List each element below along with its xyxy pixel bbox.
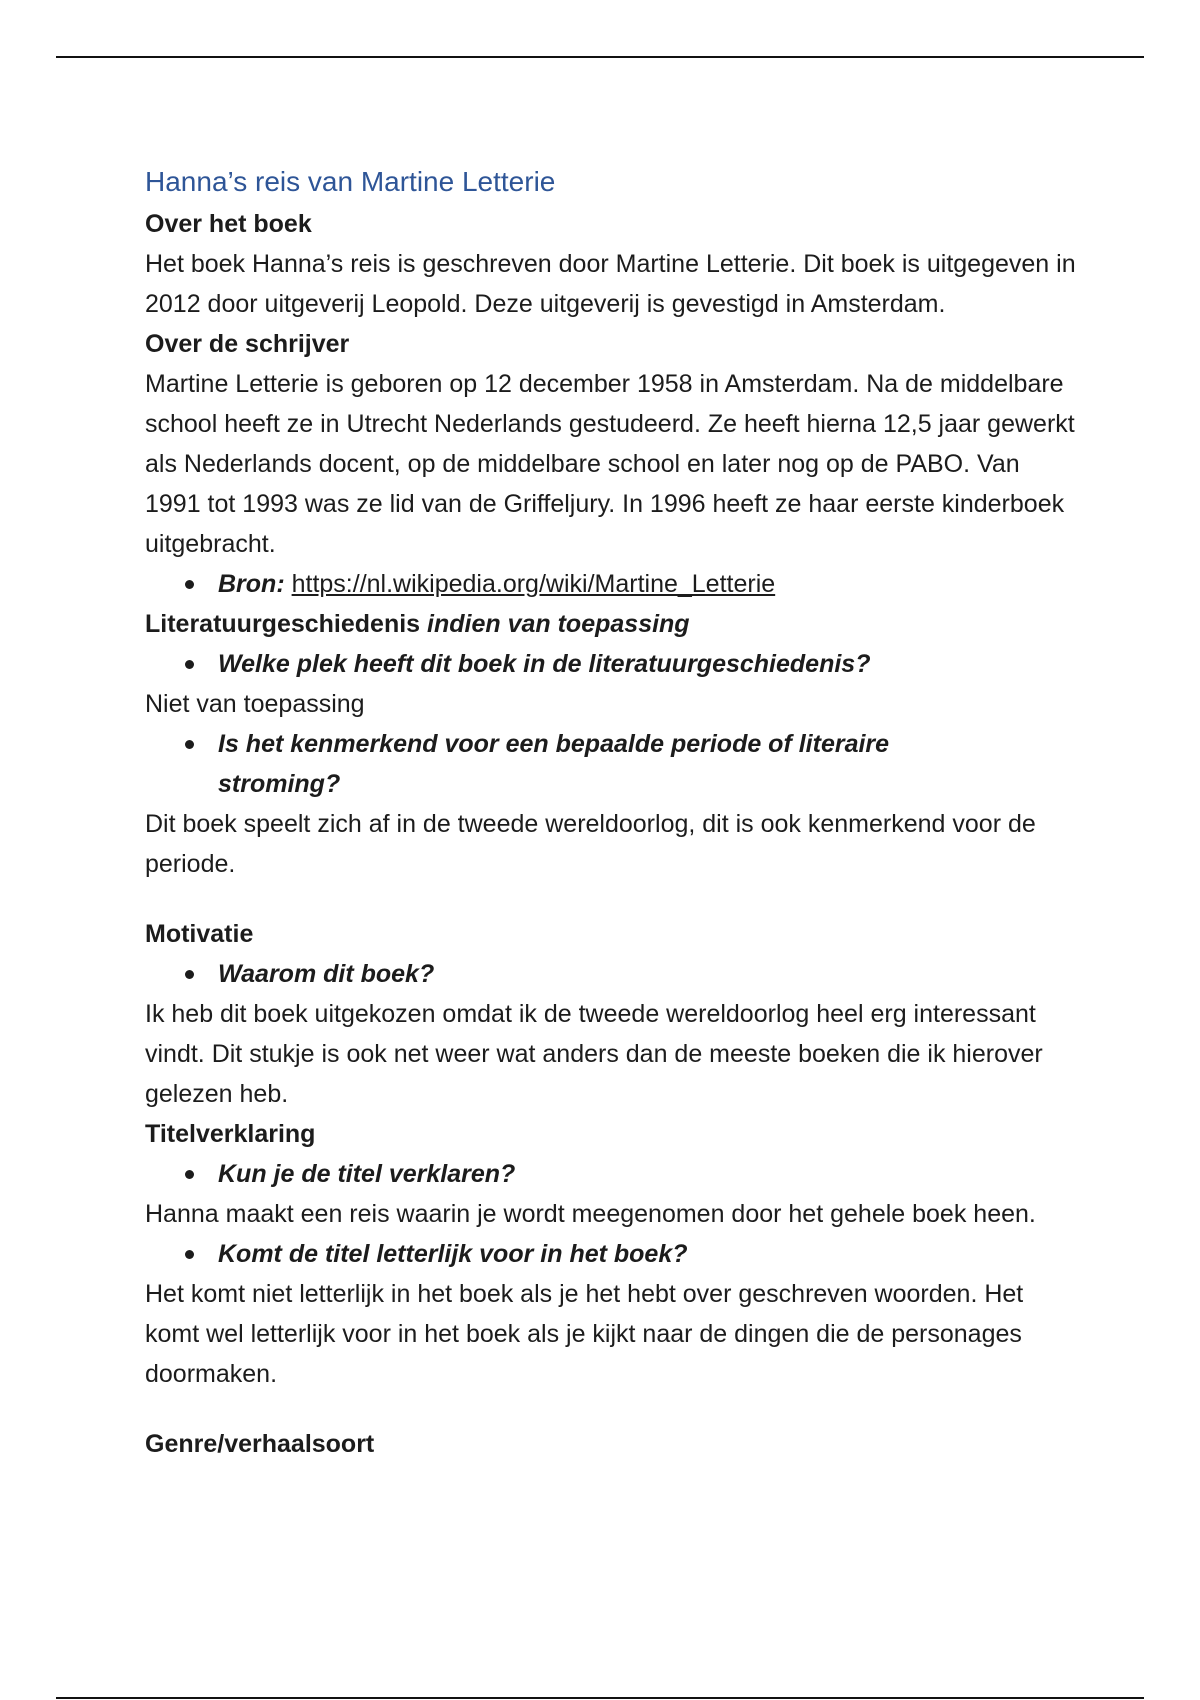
source-link[interactable]: https://nl.wikipedia.org/wiki/Martine_Letterie <box>291 570 776 598</box>
spacer <box>145 1394 1080 1424</box>
bullet-icon <box>185 1250 194 1259</box>
list-item <box>145 564 1080 604</box>
heading-literatuur-label: Literatuurgeschiedenis <box>145 610 421 638</box>
paragraph-over-het-boek: Het boek Hanna’s reis is geschreven door Martine Letterie. Dit boek is uitgegeven in 2012 door uitgeverij Leopold. Deze uitgeverij is gevestigd in Amsterdam. <box>145 250 1076 318</box>
bullet-icon <box>185 580 194 589</box>
heading-titelverklaring: Titelverklaring <box>145 1120 316 1148</box>
question-text: Is het kenmerkend voor een bepaalde periode of literaire stroming? <box>218 730 890 798</box>
question-list <box>145 1234 1080 1274</box>
top-divider <box>56 56 1144 58</box>
answer-text: Hanna maakt een reis waarin je wordt meegenomen door het gehele boek heen. <box>145 1200 1036 1228</box>
question-list <box>145 644 1080 684</box>
question-list <box>145 1154 1080 1194</box>
list-item <box>145 644 1080 684</box>
question-text: Welke plek heeft dit boek in de literatuurgeschiedenis? <box>218 650 871 678</box>
bullet-icon <box>185 970 194 979</box>
heading-literatuur-note: indien van toepassing <box>427 610 690 638</box>
list-item <box>145 724 1080 804</box>
bullet-icon <box>185 1170 194 1179</box>
document-body <box>145 160 1080 1464</box>
heading-motivatie: Motivatie <box>145 920 254 948</box>
document-title: Hanna’s reis van Martine Letterie <box>145 166 556 197</box>
heading-literatuurgeschiedenis <box>145 604 1080 644</box>
answer-text: Ik heb dit boek uitgekozen omdat ik de tweede wereldoorlog heel erg interessant vindt. Dit stukje is ook net weer wat anders dan de meeste boeken die ik hierover gelezen heb. <box>145 1000 1043 1108</box>
question-text: Komt de titel letterlijk voor in het boek? <box>218 1240 688 1268</box>
heading-over-de-schrijver: Over de schrijver <box>145 330 350 358</box>
question-list <box>145 954 1080 994</box>
answer-text: Het komt niet letterlijk in het boek als je het hebt over geschreven woorden. Het komt wel letterlijk voor in het boek als je kijkt naar de dingen die de personages doormaken. <box>145 1280 1024 1388</box>
list-item <box>145 1154 1080 1194</box>
answer-text: Niet van toepassing <box>145 690 365 718</box>
spacer <box>145 884 1080 914</box>
bullet-icon <box>185 740 194 749</box>
list-item <box>145 954 1080 994</box>
question-text: Kun je de titel verklaren? <box>218 1160 516 1188</box>
question-list <box>145 724 1080 804</box>
bottom-divider <box>56 1697 1144 1699</box>
paragraph-over-de-schrijver: Martine Letterie is geboren op 12 december 1958 in Amsterdam. Na de middelbare school heeft ze in Utrecht Nederlands gestudeerd. Ze heeft hierna 12,5 jaar gewerkt als Nederlands docent, op de middelbare school en later nog op de PABO. Van 1991 tot 1993 was ze lid van de Griffeljury. In 1996 heeft ze haar eerste kinderboek uitgebracht. <box>145 370 1075 558</box>
heading-genre: Genre/verhaalsoort <box>145 1430 375 1458</box>
bullet-icon <box>185 660 194 669</box>
answer-text: Dit boek speelt zich af in de tweede wereldoorlog, dit is ook kenmerkend voor de periode. <box>145 810 1036 878</box>
source-list <box>145 564 1080 604</box>
list-item <box>145 1234 1080 1274</box>
source-label: Bron: <box>218 570 285 598</box>
question-text: Waarom dit boek? <box>218 960 435 988</box>
heading-over-het-boek: Over het boek <box>145 210 312 238</box>
